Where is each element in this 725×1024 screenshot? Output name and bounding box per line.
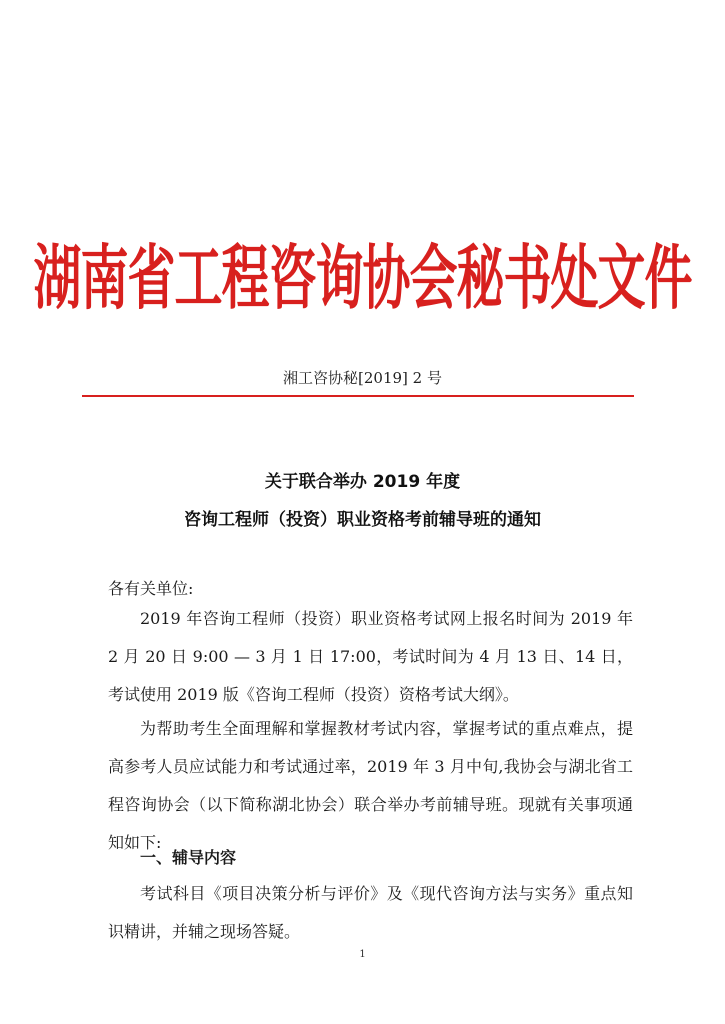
masthead-title: 湖南省工程咨询协会秘书处文件	[33, 237, 692, 320]
paragraph-course-content: 考试科目《项目决策分析与评价》及《现代咨询方法与实务》重点知识精讲，并辅之现场答疑。	[108, 884, 633, 941]
salutation: 各有关单位:	[108, 579, 194, 598]
document-number: 湘工咨协秘[2019] 2 号	[283, 369, 442, 387]
red-separator-rule	[82, 395, 634, 397]
paragraph-purpose: 为帮助考生全面理解和掌握教材考试内容，掌握考试的重点难点，提高参考人员应试能力和考试通过率，2019 年 3 月中旬,我协会与湖北省工程咨询协会（以下简称湖北协会）联合举办考前辅导班。现就有关事项通知如下:	[108, 719, 633, 852]
notice-title-line-1: 关于联合举办 2019 年度	[264, 472, 461, 492]
section-heading-content: 一、辅导内容	[140, 848, 237, 867]
notice-title-line-2: 咨询工程师（投资）职业资格考前辅导班的通知	[184, 510, 541, 530]
paragraph-exam-schedule: 2019 年咨询工程师（投资）职业资格考试网上报名时间为 2019 年 2 月 20 日 9:00 — 3 月 1 日 17:00，考试时间为 4 月 13 日、14 日，考试使用 2019 版《咨询工程师（投资）资格考试大纲》。	[108, 609, 633, 704]
page-number: 1	[359, 949, 366, 960]
